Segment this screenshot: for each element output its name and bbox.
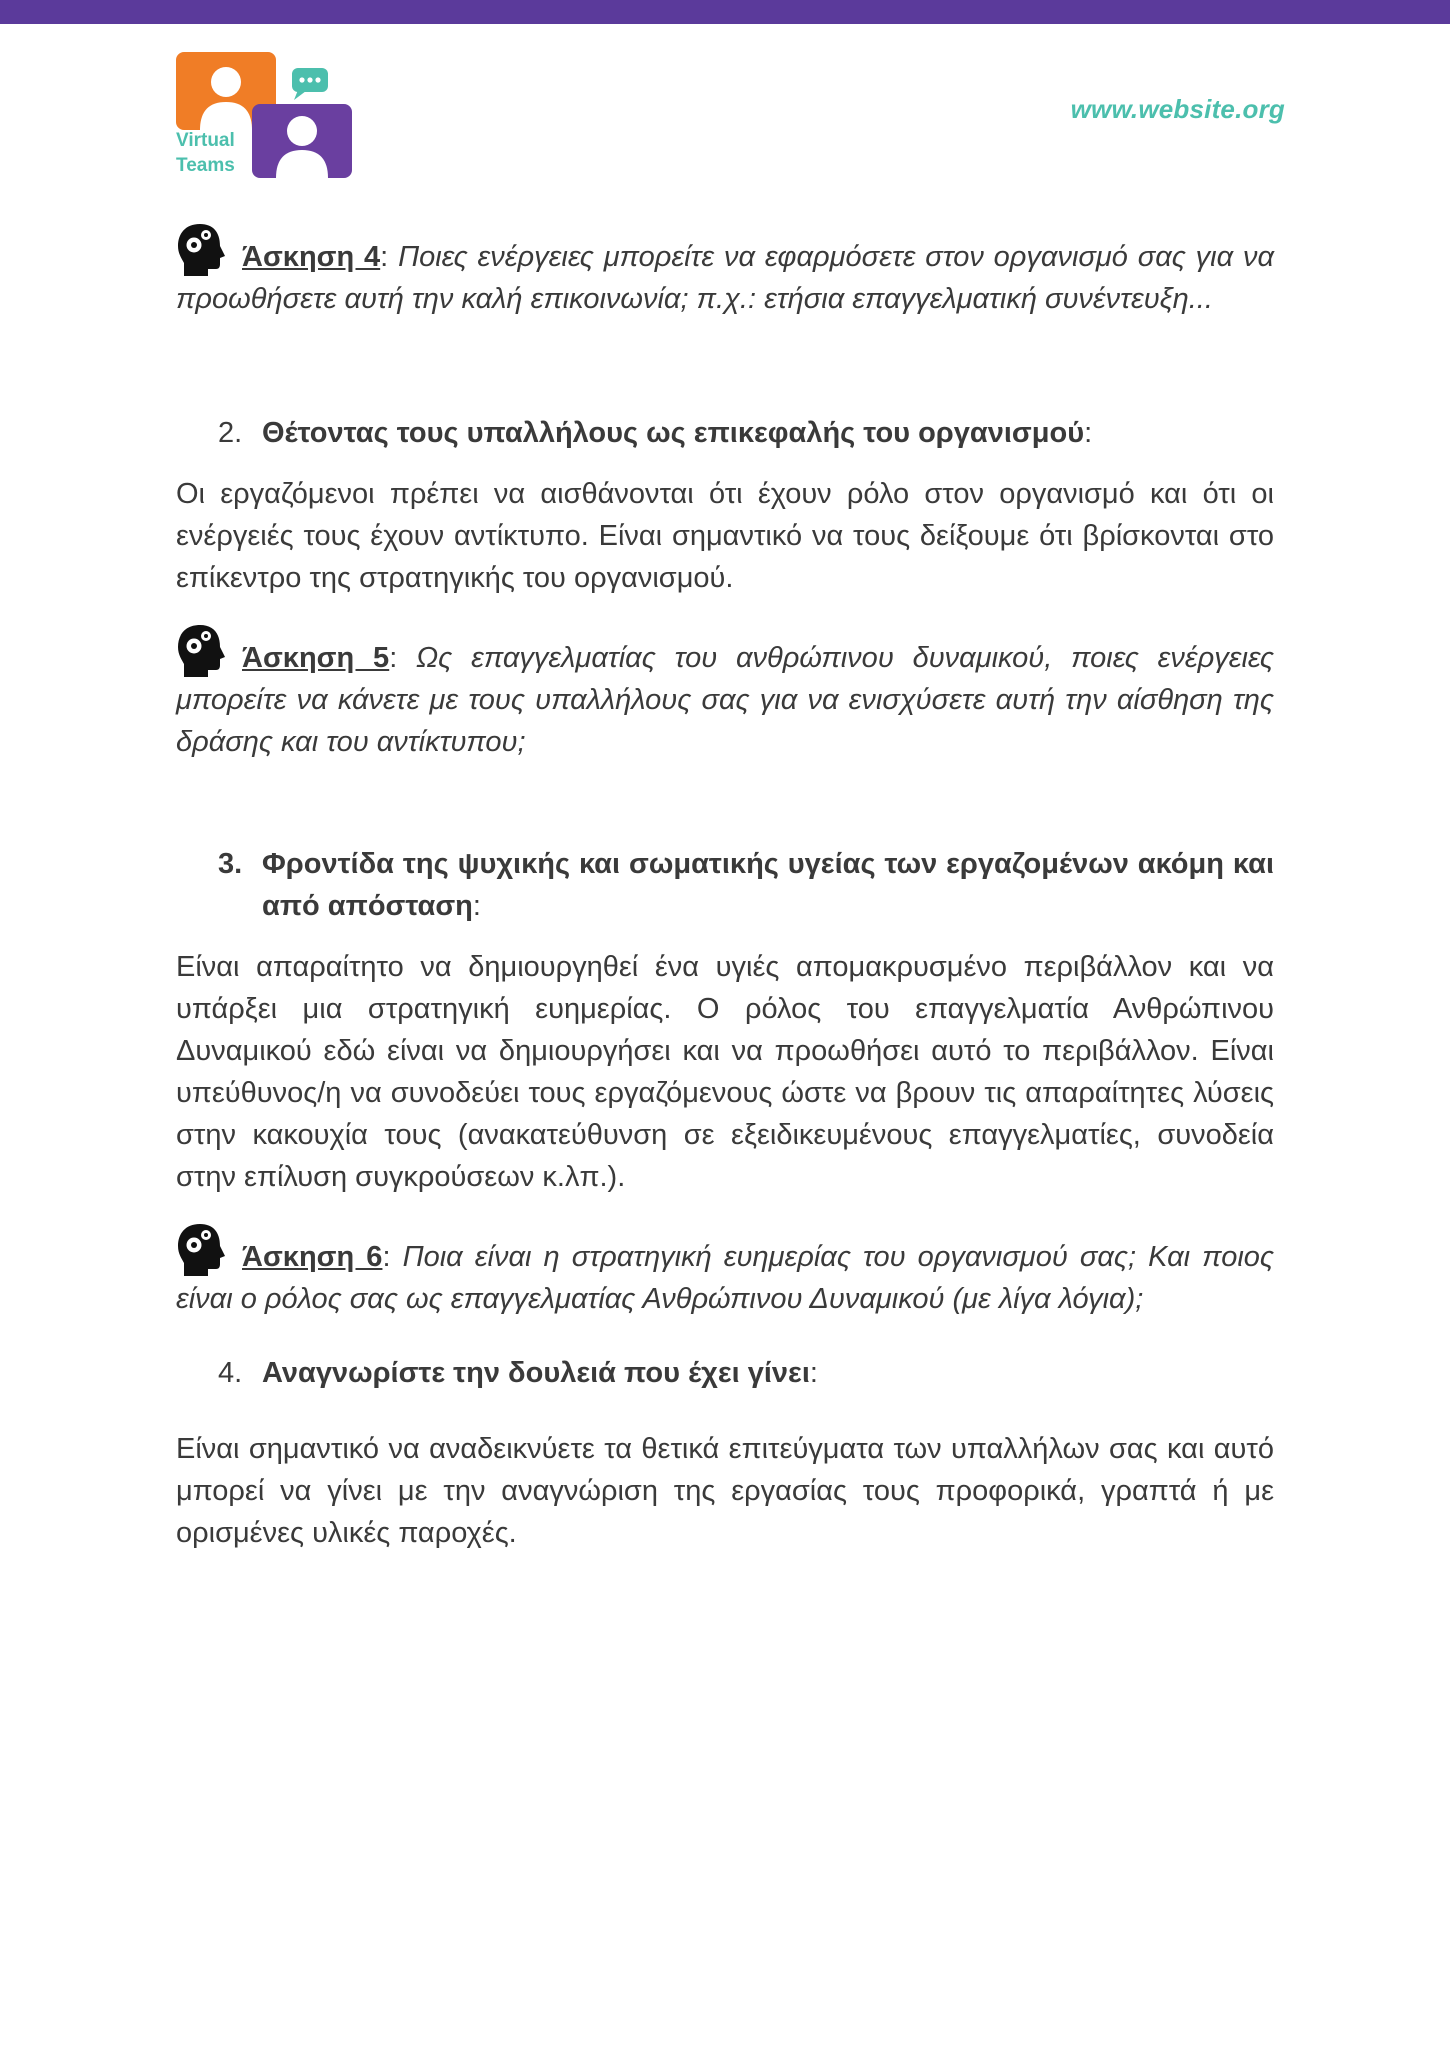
head-with-gears-icon — [176, 222, 226, 278]
exercise-5-label: Άσκηση 5 — [242, 642, 390, 674]
top-accent-bar — [0, 0, 1450, 24]
website-link[interactable]: www.website.org — [1070, 94, 1285, 124]
exercise-5-text: Ως επαγγελματίας του ανθρώπινου δυναμικού, ποιες ενέργειες μπορείτε να κάνετε με τους υπαλλήλους σας για να ενισχύσετε αυτή την αίσθηση της δράσης και του αντίκτυπου; — [176, 642, 1275, 758]
exercise-6-text: Ποια είναι η στρατηγική ευημερίας του οργανισμού σας; Και ποιος είναι ο ρόλος σας ως επαγγελματίας Ανθρώπινου Δυναμικού (με λίγα λόγια); — [176, 1241, 1275, 1315]
section-2-paragraph: Οι εργαζόμενοι πρέπει να αισθάνονται ότι έχουν ρόλο στον οργανισμό και ότι οι ενέργειές τους έχουν αντίκτυπο. Είναι σημαντικό να τους δείξουμε ότι βρίσκονται στο επίκεντρο της στρατηγικής του οργανισμού. — [176, 478, 1274, 594]
section-4-number: 4. — [218, 1357, 243, 1389]
exercise-4 — [176, 236, 1274, 320]
section-3-paragraph: Είναι απαραίτητο να δημιουργηθεί ένα υγιές απομακρυσμένο περιβάλλον και να υπάρξει μια στρατηγική ευημερίας. Ο ρόλος του επαγγελματία Ανθρώπινου Δυναμικού εδώ είναι να δημιουργήσει και να προωθήσει αυτό το περιβάλλον. Είναι υπεύθυνος/η να συνοδεύει τους εργαζόμενους ώστε να βρουν τις απαραίτητες λύσεις στην κακουχία τους (ανακατεύθυνση σε εξειδικευμένους επαγγελματίες, συνοδεία στην επίλυση συγκρούσεων κ.λπ.). — [176, 951, 1274, 1193]
section-4-colon: : — [809, 1357, 818, 1389]
section-3-title: Φροντίδα της ψυχικής και σωματικής υγείας των εργαζομένων ακόμη και από απόσταση — [262, 848, 1274, 922]
section-2-number: 2. — [218, 417, 243, 449]
exercise-6-label: Άσκηση 6 — [242, 1241, 383, 1273]
section-2-colon: : — [1084, 417, 1093, 449]
section-3-colon: : — [472, 890, 481, 922]
section-3-number: 3. — [218, 848, 243, 880]
section-2-title: Θέτοντας τους υπαλλήλους ως επικεφαλής του οργανισμού — [262, 417, 1085, 449]
exercise-5-colon: : — [389, 642, 398, 674]
section-4-heading — [176, 1352, 1274, 1394]
section-3-heading — [176, 843, 1274, 927]
section-4-title: Αναγνωρίστε την δουλειά που έχει γίνει — [262, 1357, 810, 1389]
section-4-paragraph: Είναι σημαντικό να αναδεικνύετε τα θετικά επιτεύγματα των υπαλλήλων σας και αυτό μπορεί να γίνει με την αναγνώριση της εργασίας τους προφορικά, γραπτά ή με ορισμένες υλικές παροχές. — [176, 1433, 1274, 1549]
document-body — [176, 230, 1274, 1554]
svg-text:Teams: Teams — [176, 155, 235, 176]
exercise-5 — [176, 637, 1274, 763]
exercise-6 — [176, 1236, 1274, 1320]
exercise-4-text: Ποιες ενέργειες μπορείτε να εφαρμόσετε στον οργανισμό σας για να προωθήσετε αυτή την καλή επικοινωνία; π.χ.: ετήσια επαγγελματική συνέντευξη... — [176, 241, 1274, 315]
svg-text:Virtual: Virtual — [176, 130, 235, 151]
head-with-gears-icon — [176, 623, 226, 679]
exercise-6-colon: : — [382, 1241, 391, 1273]
virtual-teams-logo — [176, 50, 356, 180]
section-2-heading — [176, 412, 1274, 454]
exercise-4-colon: : — [380, 241, 389, 273]
exercise-4-label: Άσκηση 4 — [242, 241, 381, 273]
head-with-gears-icon — [176, 1222, 226, 1278]
